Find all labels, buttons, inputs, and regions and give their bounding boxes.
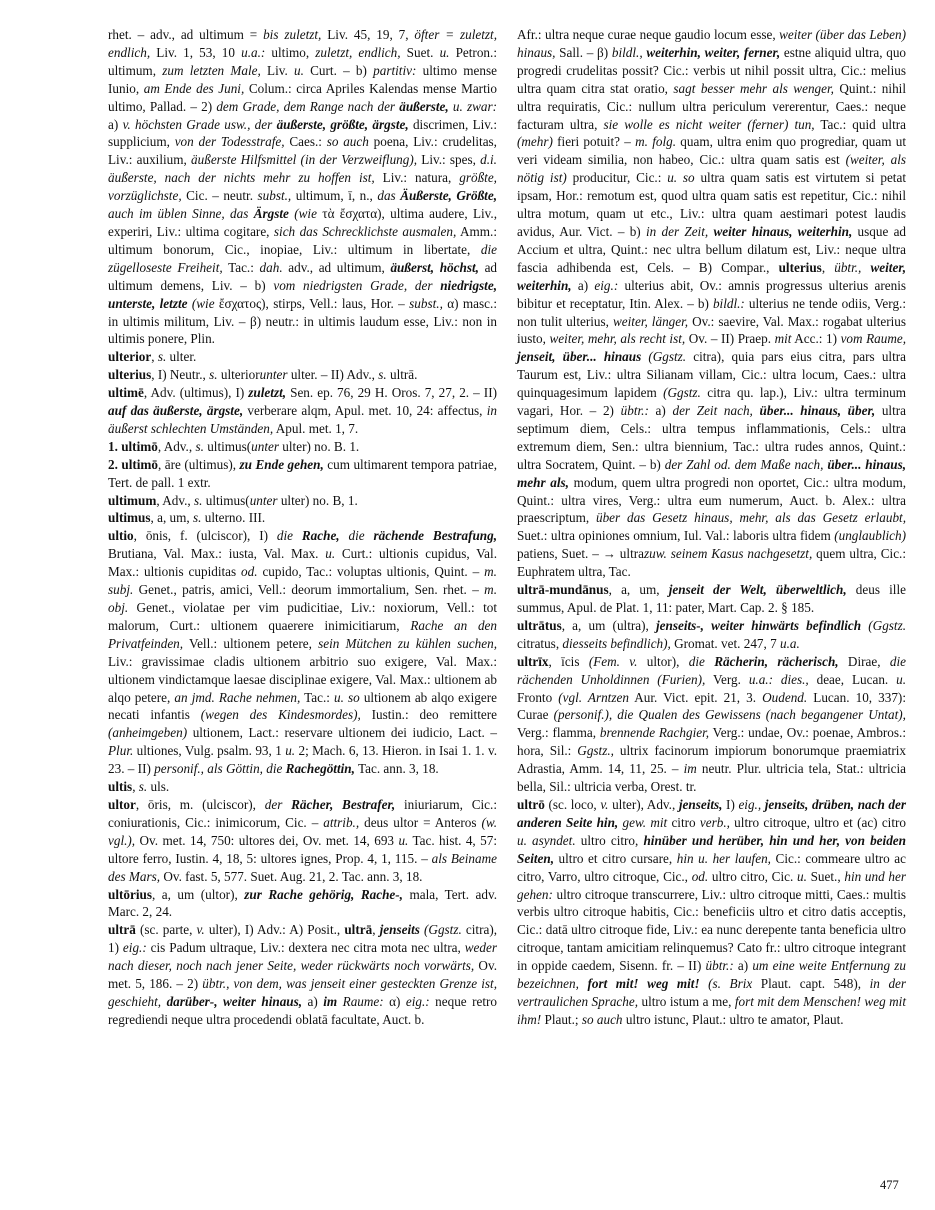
dictionary-entry: ultrātus, a, um (ultra), jenseits-, weiter hinwärts befindlich (Ggstz. citratus, diesseits befindlich), Gromat. vet. 247, 7 u.a. [517, 617, 907, 651]
dictionary-entry: ultimum, Adv., s. ultimus(unter ulter) no. B, 1. [108, 492, 358, 508]
page-number: 477 [880, 1178, 899, 1192]
dictionary-entry: ulterior, s. ulter. [108, 349, 197, 365]
dictionary-entry: 1. ultimō, Adv., s. ultimus(unter ulter) no. B. 1. [108, 438, 360, 454]
dictionary-entry: ultrā-mundānus, a, um, jenseit der Welt, überweltlich, deus ille summus, Apul. de Plat. 1, 11: pater, Mart. Cap. 2. § 185. [517, 582, 906, 615]
dictionary-entry: Afr.: ultra neque curae neque gaudio locum esse, weiter (über das Leben) hinaus, Sall. – β) bildl., weiterhin, weiter, ferner, estne aliquid ultra, quo progredi crudelitas possit? Cic.: verbis ut nihil possit ultra, Cic.: melius ultra quam citra stat oratio, sagt besser mehr als wenger, Quint.: nihil ultra requiratis, Cic.: nullum ultra periculum vererentur, Caes.: neque facturam ultra, sie wolle es nicht weiter (ferner) tun, Tac.: quid ultra (mehr) fieri potuit? – m. folg. quam, ultra enim quo progrediar, quam ut veri videam similia, non habeo, Cic.: ultra quam satis est (weiter, als nötig ist) producitur, Cic.: u. so ultra quam satis est virtutem si petat ipsam, Hor.: remotum est, quod ultra quam satis est repetitur, Cic.: nihil ultra motum, quam ut etc., Liv.: ultra quam aestimari potest laudis avidus, Aur. Vict. – b) in der Zeit, weiter hinaus, weiterhin, usque ad Accium et ultra, Quint.: nec ultra bellum dilatum est, Liv.: neque ultra fascia adhibenda est, Cels. – B) Compar., ulterius, übtr., weiter, weiterhin, a) eig.: ulterius abit, Ov.: amnis progressus ulterius arenis bibitur et receptatur, Itin. Alex. – b) bildl.: ulterius ne tende odiis, Verg.: non tulit ulterius, weiter, länger, Ov.: saevire, Val. Max.: rogabat ulterius iusto, weiter, mehr, als recht ist, Ov. – II) Praep. mit Acc.: 1) vom Raume, jenseit, über... hinaus (Ggstz. citra), quia pars eius citra, pars ultra Taurum est, Liv.: ultra Silianam villam, Cic.: ultra locum, Caes.: ultra quinquagesimum lapidem (Ggstz. citra qu. lap.), Liv.: ultra terminum vagari, Hor. – 2) übtr.: a) der Zeit nach, über... hinaus, über, ultra septimum diem, Cels.: ultra tempus inflammationis, Cels.: ultra extremum diem, Sen.: ultra biennium, Tac.: ultra rudes annos, Quint.: ultra Socratem, Quint. – b) der Zahl od. dem Maße nach, über... hinaus, mehr als, modum, quem ultra progredi non oportet, Cic.: ultra modum, Quint.: ultra vires, Verg.: ultra eum numerum, Auct. b. Alex.: ultra praescriptum, über das Gesetz hinaus, mehr, als das Gesetz erlaubt, Suet.: ultra opiniones omnium, Iul. Val.: laboris ultra fidem (unglaublich) patiens, Suet. – → ultrazuw. seinem Kasus nachgesetzt, quem ultra, Cic.: Euphratem ultra, Tac. [517, 27, 907, 580]
dictionary-entry: ultor, ōris, m. (ulciscor), der Rächer, Bestrafer, iniuriarum, Cic.: coniurationis, Cic.: inimicorum, Cic. – attrib., deus ultor = Anteros (w. vgl.), Ov. met. 14, 750: ultores dei, Ov. met. 14, 693 u. Tac. hist. 4, 57: ultore ferro, Iustin. 4, 18, 5: ultores ignes, Prop. 4, 1, 115. – als Beiname des Mars, Ov. fast. 5, 577. Suet. Aug. 21, 2. Tac. ann. 3, 18. [108, 796, 497, 884]
dictionary-entry: ultrīx, īcis (Fem. v. ultor), die Rächerin, rächerisch, Dirae, die rächenden Unholdinnen (Furien), Verg. u.a.: dies., deae, Lucan. u. Fronto (vgl. Arntzen Aur. Vict. epit. 21, 3. Oudend. Lucan. 10, 337): Curae (personif.), die Qualen des Gewissens (nach begangener Untat), Verg.: flamma, brennende Rachgier, Verg.: undae, Ov.: poenae, Ambros.: hora, Sil.: Ggstz., ultrix facinorum impiorum bonorumque praemiatrix Adrastia, Amm. 14, 11, 25. – im neutr. Plur. ultricia tela, Stat.: ultricia bella, Sil.: ultricia verba, Orest. tr. [517, 653, 906, 795]
dictionary-entry: ultrō (sc. loco, v. ulter), Adv., jenseits, I) eig., jenseits, drüben, nach der anderen Seite hin, gew. mit citro verb., ultro citroque, ultro et (ac) citro u. asyndet. ultro citro, hinüber und herüber, hin und her, von beiden Seiten, ultro et citro cursare, hin u. her laufen, Cic.: commeare ultro ac citro, Varro, ultro citroque, Cic., od. ultro citro, Cic. u. Suet., hin und her gehen: ultro citroque transcurrere, Liv.: ultro citroque mitti, Caes.: multis verbis ultro citroque habitis, Cic.: beneficiis ultro et citro datis acceptis, Cic.: datā ultro citroque fide, Liv.: ea nunc derepente tanta beneficia ultro citroque, tantam amicitiam relinquemus? Cato fr.: ultro citroque integrant in oppide caedem, Sisenn. fr. – II) übtr.: a) um eine weite Entfernung zu bezeichnen, fort mit! weg mit! (s. Brix Plaut. capt. 548), in der vertraulichen Sprache, ultro istum a me, fort mit dem Menschen! weg mit ihm! Plaut.; so auch ultro istunc, Plaut.: ultro te amator, Plaut. [517, 796, 907, 1027]
dictionary-entry: ulterius, I) Neutr., s. ulteriorunter ulter. – II) Adv., s. ultrā. [108, 367, 418, 383]
dictionary-entry: ultis, s. uls. [108, 779, 170, 795]
left-column [108, 26, 497, 1029]
dictionary-entry: ultōrius, a, um (ultor), zur Rache gehörig, Rache-, mala, Tert. adv. Marc. 2, 24. [108, 886, 497, 920]
dictionary-entry: ultrā (sc. parte, v. ulter), I) Adv.: A) Posit., ultrā, jenseits (Ggstz. citra), 1) eig.: cis Padum ultraque, Liv.: dextera nec citra mota nec ultra, weder nach dieser, noch nach jener Seite, weder rückwärts noch vorwärts, Ov. met. 5, 186. – 2) übtr., von dem, was jenseit einer gesteckten Grenze ist, geschieht, darüber-, weiter hinaus, a) im Raume: α) eig.: neque retro regrediendi neque ultra procedendi oblatā facultate, Auct. b. [108, 922, 498, 1027]
dictionary-entry: ultio, ōnis, f. (ulciscor), I) die Rache, die rächende Bestrafung, Brutiana, Val. Max.: iusta, Val. Max. u. Curt.: ultionis cupidus, Val. Max.: ultionis cupiditas od. cupido, Tac.: voluptas ultionis, Quint. – m. subj. Genet., patris, amici, Vell.: deorum immortalium, Sen. rhet. – m. obj. Genet., violatae per vim pudicitiae, Liv.: noxiorum, Vell.: tot malorum, Curt.: ultionem quaerere inimicitiarum, Rache an den Privatfeinden, Vell.: ultionem petere, sein Mütchen zu kühlen suchen, Liv.: gravissimae cladis ultionem arbitrio suo exigere, Val. Max.: ultionem vindictamque laesae disciplinae exigere, Val. Max.: ultionem ab alqo petere, an jmd. Rache nehmen, Tac.: u. so ultionem ab alqo exigere necati infantis (wegen des Kindesmordes), Iustin.: deo remittere (anheimgeben) ultionem, Lact.: reservare ultionem dei iudicio, Lact. – Plur. ultiones, Vulg. psalm. 93, 1 u. 2; Mach. 6, 13. Hieron. in Isai 1. 1. v. 23. – II) personif., als Göttin, die Rachegöttin, Tac. ann. 3, 18. [108, 528, 498, 777]
dictionary-entry: ultimē, Adv. (ultimus), I) zuletzt, Sen. ep. 76, 29 H. Oros. 7, 27, 2. – II) auf das äußerste, ärgste, verberare alqm, Apul. met. 10, 24: affectus, in äußerst schlechten Umständen, Apul. met. 1, 7. [108, 385, 497, 436]
dictionary-entry: 2. ultimō, āre (ultimus), zu Ende gehen, cum ultimarent tempora patriae, Tert. de pall. 1 extr. [108, 456, 498, 490]
right-column [517, 26, 906, 1029]
dictionary-entry: rhet. – adv., ad ultimum = bis zuletzt, Liv. 45, 19, 7, öfter = zuletzt, endlich, Liv. 1, 53, 10 u.a.: ultimo, zuletzt, endlich, Suet. u. Petron.: ultimum, zum letzten Male, Liv. u. Curt. – b) partitiv: ultimo mense Iunio, am Ende des Juni, Colum.: circa Apriles Kalendas mense Martio ultimo, Pallad. – 2) dem Grade, dem Range nach der äußerste, u. zwar: a) v. höchsten Grade usw., der äußerste, größte, ärgste, discrimen, Liv.: supplicium, von der Todesstrafe, Caes.: so auch poena, Liv.: crudelitas, Liv.: auxilium, äußerste Hilfsmittel (in der Verzweiflung), Liv.: spes, d.i. äußerste, nach der nichts mehr zu hoffen ist, Liv.: natura, größte, vorzüglichste, Cic. – neutr. subst., ultimum, ī, n., das Äußerste, Größte, auch im üblen Sinne, das Ärgste (wie τὰ ἔσχατα), ultima audere, Liv., experiri, Liv.: ultima cogitare, sich das Schrecklichste ausmalen, Amm.: ultimum bonorum, Cic., inopiae, Liv.: ultimum in libertate, die zügelloseste Freiheit, Tac.: dah. adv., ad ultimum, äußerst, höchst, ad ultimum demens, Liv. – b) vom niedrigsten Grade, der niedrigste, unterste, letzte (wie ἔσχατος), stirps, Vell.: laus, Hor. – subst., α) masc.: in ultimis militum, Liv. – β) neutr.: in ultimis laudum esse, Liv.: non in ultimis ponere, Plin. [108, 27, 498, 347]
dictionary-entry: ultimus, a, um, s. ulterno. III. [108, 510, 266, 526]
